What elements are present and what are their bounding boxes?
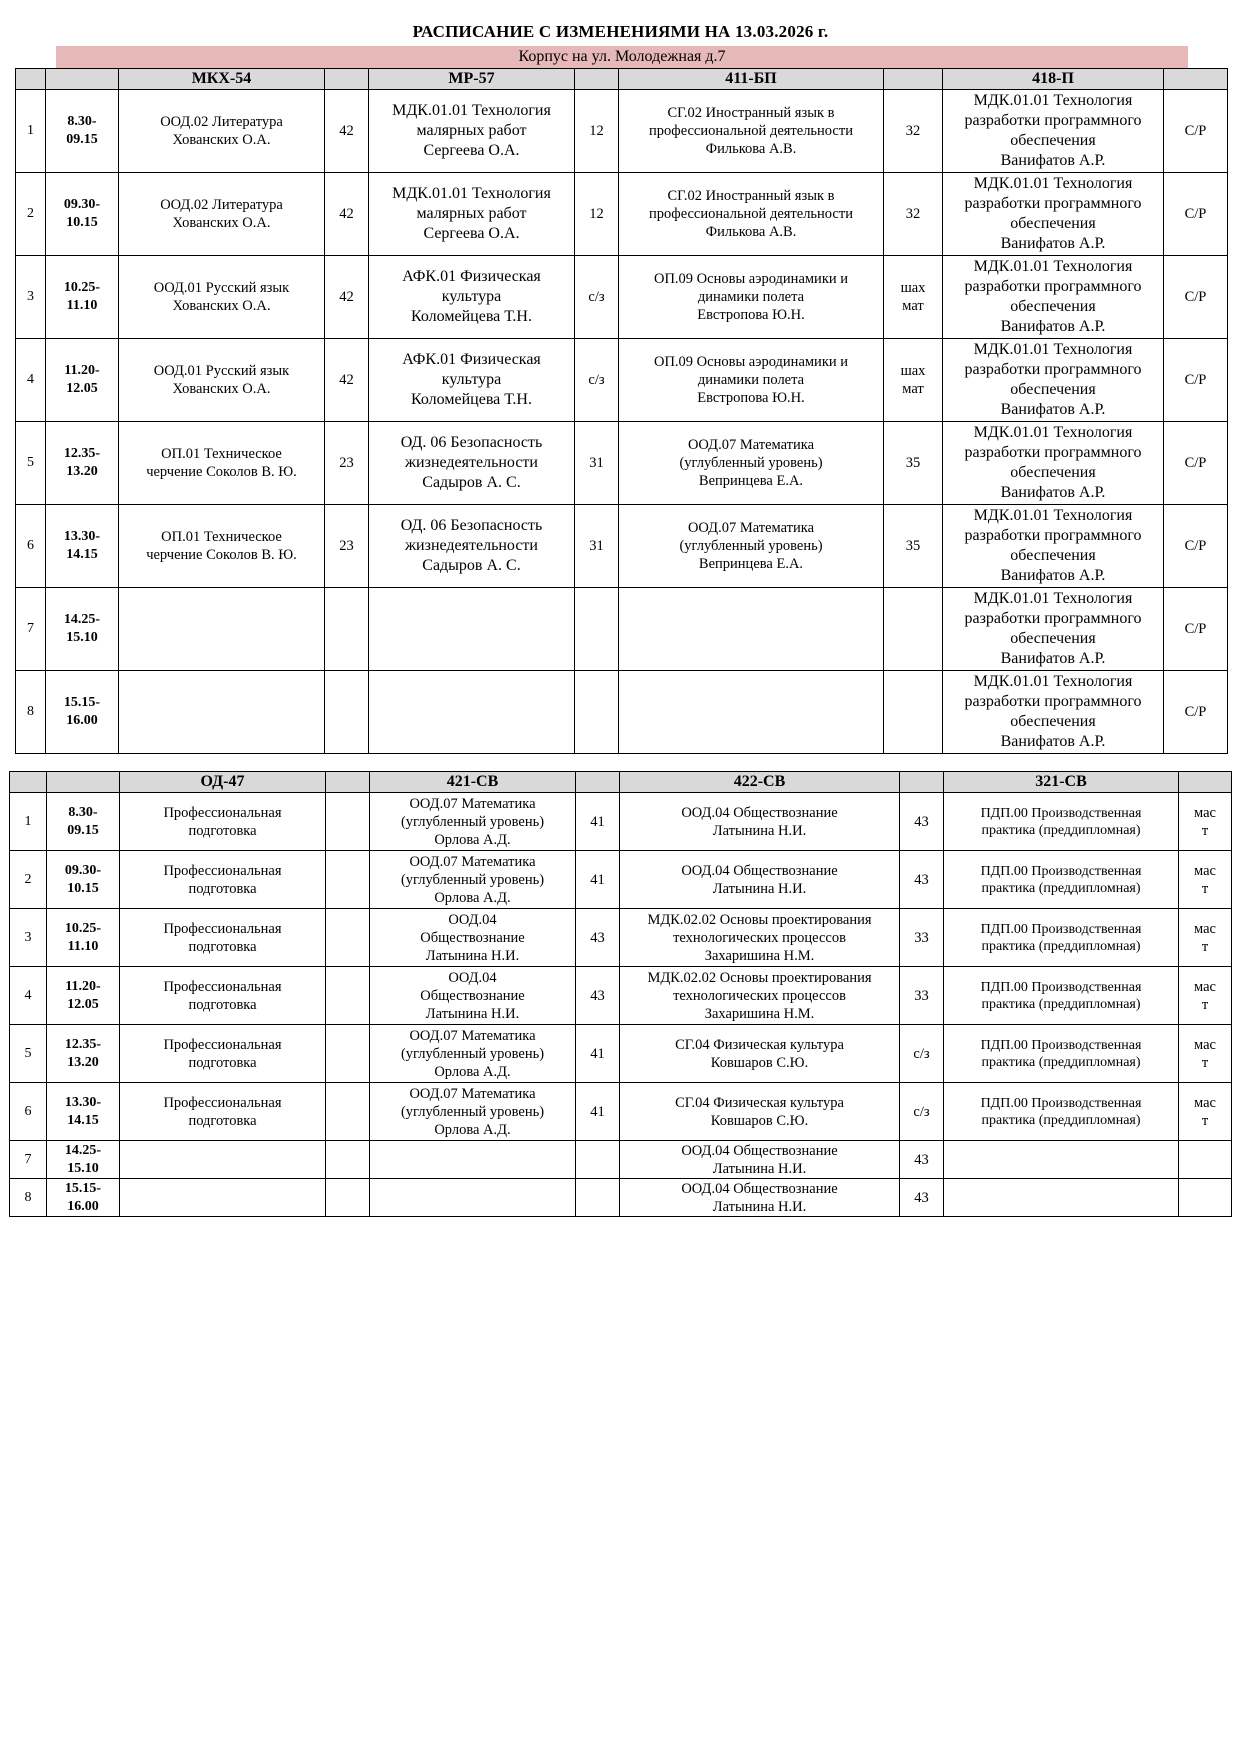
room-cell: С/Р <box>1164 671 1228 754</box>
lesson-number: 2 <box>16 173 46 256</box>
room-cell: шах мат <box>884 256 943 339</box>
lesson-number: 7 <box>16 588 46 671</box>
page-title: РАСПИСАНИЕ С ИЗМЕНЕНИЯМИ НА 13.03.2026 г. <box>412 22 829 41</box>
subject-cell <box>619 588 884 671</box>
lesson-time: 10.25- 11.10 <box>46 256 119 339</box>
subject-cell: ООД.01 Русский язык Хованских О.А. <box>119 256 325 339</box>
lesson-time: 14.25- 15.10 <box>47 1141 120 1179</box>
room-cell <box>576 1141 620 1179</box>
room-cell: 33 <box>900 909 944 967</box>
subject-cell: ОП.09 Основы аэродинамики и динамики полета Евстропова Ю.Н. <box>619 256 884 339</box>
room-cell: 32 <box>884 90 943 173</box>
room-cell: мас т <box>1179 967 1232 1025</box>
room-cell <box>575 588 619 671</box>
room-cell: С/Р <box>1164 90 1228 173</box>
table-row <box>10 1179 1232 1217</box>
subject-cell <box>944 1141 1179 1179</box>
lesson-time: 14.25- 15.10 <box>46 588 119 671</box>
room-cell <box>1179 1179 1232 1217</box>
room-cell <box>326 909 370 967</box>
room-cell <box>326 851 370 909</box>
subject-cell: ОП.01 Техническое черчение Соколов В. Ю. <box>119 505 325 588</box>
room-cell: 41 <box>576 851 620 909</box>
room-header <box>575 69 619 90</box>
table-row <box>10 909 1232 967</box>
subject-cell: ПДП.00 Производственная практика (преддипломная) <box>944 851 1179 909</box>
subject-cell: ПДП.00 Производственная практика (преддипломная) <box>944 1025 1179 1083</box>
subject-cell: ООД.04 Обществознание Латынина Н.И. <box>620 1179 900 1217</box>
table-row <box>16 173 1228 256</box>
subject-cell <box>119 588 325 671</box>
subject-cell: Профессиональная подготовка <box>120 851 326 909</box>
subject-cell: МДК.02.02 Основы проектирования технологических процессов Захаришина Н.М. <box>620 967 900 1025</box>
subject-cell: ПДП.00 Производственная практика (преддипломная) <box>944 793 1179 851</box>
subject-cell: МДК.01.01 Технология разработки программного обеспечения Ванифатов А.Р. <box>943 90 1164 173</box>
table-row <box>16 422 1228 505</box>
room-cell: С/Р <box>1164 422 1228 505</box>
subject-cell: ОП.09 Основы аэродинамики и динамики полета Евстропова Ю.Н. <box>619 339 884 422</box>
lesson-number: 1 <box>16 90 46 173</box>
subject-cell: ОП.01 Техническое черчение Соколов В. Ю. <box>119 422 325 505</box>
subject-cell: ООД.04 Обществознание Латынина Н.И. <box>370 909 576 967</box>
table-row <box>16 671 1228 754</box>
room-cell <box>326 1179 370 1217</box>
lesson-number: 4 <box>10 967 47 1025</box>
room-cell <box>326 967 370 1025</box>
room-cell: 35 <box>884 422 943 505</box>
subject-cell: МДК.01.01 Технология малярных работ Сергеева О.А. <box>369 90 575 173</box>
lesson-number: 8 <box>10 1179 47 1217</box>
room-cell <box>325 588 369 671</box>
subject-cell: Профессиональная подготовка <box>120 1083 326 1141</box>
room-cell: 31 <box>575 505 619 588</box>
subject-cell: ООД.07 Математика (углубленный уровень) Орлова А.Д. <box>370 851 576 909</box>
room-cell: 12 <box>575 90 619 173</box>
subject-cell <box>120 1179 326 1217</box>
room-cell: 43 <box>900 793 944 851</box>
lesson-time: 09.30- 10.15 <box>46 173 119 256</box>
room-header <box>1164 69 1228 90</box>
room-cell <box>575 671 619 754</box>
room-cell: 42 <box>325 256 369 339</box>
subject-cell: ОД. 06 Безопасность жизнедеятельности Садыров А. С. <box>369 422 575 505</box>
room-cell: 41 <box>576 1083 620 1141</box>
subject-cell <box>944 1179 1179 1217</box>
lesson-time: 13.30- 14.15 <box>47 1083 120 1141</box>
group-header: 411-БП <box>619 69 884 90</box>
lesson-number: 7 <box>10 1141 47 1179</box>
room-cell: 43 <box>900 851 944 909</box>
room-cell: С/Р <box>1164 173 1228 256</box>
subject-cell <box>119 671 325 754</box>
subject-cell: ООД.04 Обществознание Латынина Н.И. <box>620 1141 900 1179</box>
subject-cell: ООД.02 Литература Хованских О.А. <box>119 173 325 256</box>
schedule-table-2 <box>9 771 1232 1217</box>
table-header-row <box>16 69 1228 90</box>
lesson-number: 5 <box>10 1025 47 1083</box>
subject-cell: Профессиональная подготовка <box>120 967 326 1025</box>
room-header <box>326 772 370 793</box>
subject-cell: ООД.07 Математика (углубленный уровень) Вепринцева Е.А. <box>619 422 884 505</box>
lesson-time: 09.30- 10.15 <box>47 851 120 909</box>
subject-cell: СГ.04 Физическая культура Ковшаров С.Ю. <box>620 1025 900 1083</box>
room-cell: 31 <box>575 422 619 505</box>
header-empty-cell <box>16 69 46 90</box>
subject-cell <box>370 1179 576 1217</box>
room-header <box>900 772 944 793</box>
subject-cell: СГ.02 Иностранный язык в профессиональной деятельности Филькова А.В. <box>619 90 884 173</box>
lesson-time: 12.35- 13.20 <box>47 1025 120 1083</box>
table-header-row <box>10 772 1232 793</box>
room-cell: С/Р <box>1164 505 1228 588</box>
room-cell <box>326 1141 370 1179</box>
subject-cell: ООД.07 Математика (углубленный уровень) Орлова А.Д. <box>370 1083 576 1141</box>
table-row <box>10 1083 1232 1141</box>
room-cell: 35 <box>884 505 943 588</box>
room-cell: 12 <box>575 173 619 256</box>
lesson-time: 15.15- 16.00 <box>47 1179 120 1217</box>
lesson-number: 8 <box>16 671 46 754</box>
room-cell <box>326 1083 370 1141</box>
subject-cell: ООД.04 Обществознание Латынина Н.И. <box>620 851 900 909</box>
subject-cell: АФК.01 Физическая культура Коломейцева Т.Н. <box>369 256 575 339</box>
subject-cell: МДК.02.02 Основы проектирования технологических процессов Захаришина Н.М. <box>620 909 900 967</box>
subject-cell: ОД. 06 Безопасность жизнедеятельности Садыров А. С. <box>369 505 575 588</box>
lesson-number: 6 <box>16 505 46 588</box>
schedule-table-1 <box>15 68 1228 754</box>
subject-cell: МДК.01.01 Технология разработки программного обеспечения Ванифатов А.Р. <box>943 588 1164 671</box>
room-header <box>1179 772 1232 793</box>
table-row <box>16 339 1228 422</box>
subject-cell <box>120 1141 326 1179</box>
room-cell: 23 <box>325 422 369 505</box>
room-cell: с/з <box>575 256 619 339</box>
subject-cell: Профессиональная подготовка <box>120 909 326 967</box>
subject-cell: Профессиональная подготовка <box>120 1025 326 1083</box>
table-row <box>10 1141 1232 1179</box>
subject-cell <box>370 1141 576 1179</box>
room-cell: 42 <box>325 90 369 173</box>
lesson-number: 2 <box>10 851 47 909</box>
table-row <box>10 1025 1232 1083</box>
room-cell: 43 <box>900 1141 944 1179</box>
table-row <box>10 851 1232 909</box>
room-cell <box>884 588 943 671</box>
room-cell: шах мат <box>884 339 943 422</box>
group-header: 321-СВ <box>944 772 1179 793</box>
group-header: 421-СВ <box>370 772 576 793</box>
room-cell: 33 <box>900 967 944 1025</box>
room-cell <box>1179 1141 1232 1179</box>
subject-cell: ООД.02 Литература Хованских О.А. <box>119 90 325 173</box>
lesson-time: 15.15- 16.00 <box>46 671 119 754</box>
room-cell: С/Р <box>1164 256 1228 339</box>
group-header: 418-П <box>943 69 1164 90</box>
subject-cell: МДК.01.01 Технология разработки программного обеспечения Ванифатов А.Р. <box>943 505 1164 588</box>
room-cell: С/Р <box>1164 588 1228 671</box>
room-cell: 43 <box>576 909 620 967</box>
room-cell: мас т <box>1179 909 1232 967</box>
room-header <box>884 69 943 90</box>
header-empty-cell <box>46 69 119 90</box>
subject-cell: МДК.01.01 Технология разработки программного обеспечения Ванифатов А.Р. <box>943 422 1164 505</box>
subject-cell: ПДП.00 Производственная практика (преддипломная) <box>944 967 1179 1025</box>
room-cell: с/з <box>900 1083 944 1141</box>
room-cell: 43 <box>576 967 620 1025</box>
room-cell: 41 <box>576 793 620 851</box>
room-cell: С/Р <box>1164 339 1228 422</box>
table-row <box>16 256 1228 339</box>
group-header: МР-57 <box>369 69 575 90</box>
subject-cell: ООД.07 Математика (углубленный уровень) Орлова А.Д. <box>370 793 576 851</box>
table-row <box>16 505 1228 588</box>
lesson-number: 6 <box>10 1083 47 1141</box>
lesson-number: 3 <box>16 256 46 339</box>
subject-cell: МДК.01.01 Технология разработки программного обеспечения Ванифатов А.Р. <box>943 256 1164 339</box>
room-header <box>325 69 369 90</box>
room-cell: 32 <box>884 173 943 256</box>
subject-cell: МДК.01.01 Технология разработки программного обеспечения Ванифатов А.Р. <box>943 671 1164 754</box>
group-header: МКХ-54 <box>119 69 325 90</box>
subject-cell: ПДП.00 Производственная практика (преддипломная) <box>944 1083 1179 1141</box>
table-row <box>10 967 1232 1025</box>
lesson-time: 12.35- 13.20 <box>46 422 119 505</box>
subject-cell: ООД.04 Обществознание Латынина Н.И. <box>620 793 900 851</box>
room-cell <box>326 1025 370 1083</box>
room-cell: 23 <box>325 505 369 588</box>
subject-cell: ООД.04 Обществознание Латынина Н.И. <box>370 967 576 1025</box>
header-empty-cell <box>10 772 47 793</box>
subject-cell: ПДП.00 Производственная практика (преддипломная) <box>944 909 1179 967</box>
subject-cell <box>619 671 884 754</box>
lesson-number: 5 <box>16 422 46 505</box>
room-cell: мас т <box>1179 1025 1232 1083</box>
subject-cell: МДК.01.01 Технология разработки программного обеспечения Ванифатов А.Р. <box>943 173 1164 256</box>
room-header <box>576 772 620 793</box>
subject-cell: МДК.01.01 Технология малярных работ Сергеева О.А. <box>369 173 575 256</box>
subject-cell: МДК.01.01 Технология разработки программного обеспечения Ванифатов А.Р. <box>943 339 1164 422</box>
subject-cell: ООД.01 Русский язык Хованских О.А. <box>119 339 325 422</box>
room-cell: мас т <box>1179 793 1232 851</box>
room-cell <box>576 1179 620 1217</box>
group-header: ОД-47 <box>120 772 326 793</box>
room-cell: мас т <box>1179 851 1232 909</box>
group-header: 422-СВ <box>620 772 900 793</box>
room-cell: с/з <box>900 1025 944 1083</box>
room-cell <box>326 793 370 851</box>
subject-cell: АФК.01 Физическая культура Коломейцева Т.Н. <box>369 339 575 422</box>
table-row <box>10 793 1232 851</box>
room-cell <box>884 671 943 754</box>
subject-cell <box>369 588 575 671</box>
room-cell: 42 <box>325 173 369 256</box>
building-subtitle: Корпус на ул. Молодежная д.7 <box>56 46 1188 68</box>
room-cell: 41 <box>576 1025 620 1083</box>
lesson-time: 8.30- 09.15 <box>47 793 120 851</box>
subject-cell: ООД.07 Математика (углубленный уровень) Орлова А.Д. <box>370 1025 576 1083</box>
subject-cell: Профессиональная подготовка <box>120 793 326 851</box>
room-cell: мас т <box>1179 1083 1232 1141</box>
lesson-number: 4 <box>16 339 46 422</box>
lesson-time: 10.25- 11.10 <box>47 909 120 967</box>
table-row <box>16 588 1228 671</box>
subject-cell: ООД.07 Математика (углубленный уровень) Вепринцева Е.А. <box>619 505 884 588</box>
room-cell: 42 <box>325 339 369 422</box>
lesson-time: 11.20- 12.05 <box>47 967 120 1025</box>
room-cell: 43 <box>900 1179 944 1217</box>
lesson-number: 3 <box>10 909 47 967</box>
table-row <box>16 90 1228 173</box>
subject-cell: СГ.02 Иностранный язык в профессиональной деятельности Филькова А.В. <box>619 173 884 256</box>
lesson-time: 8.30- 09.15 <box>46 90 119 173</box>
room-cell <box>325 671 369 754</box>
room-cell: с/з <box>575 339 619 422</box>
lesson-number: 1 <box>10 793 47 851</box>
lesson-time: 13.30- 14.15 <box>46 505 119 588</box>
lesson-time: 11.20- 12.05 <box>46 339 119 422</box>
subject-cell <box>369 671 575 754</box>
header-empty-cell <box>47 772 120 793</box>
subject-cell: СГ.04 Физическая культура Ковшаров С.Ю. <box>620 1083 900 1141</box>
